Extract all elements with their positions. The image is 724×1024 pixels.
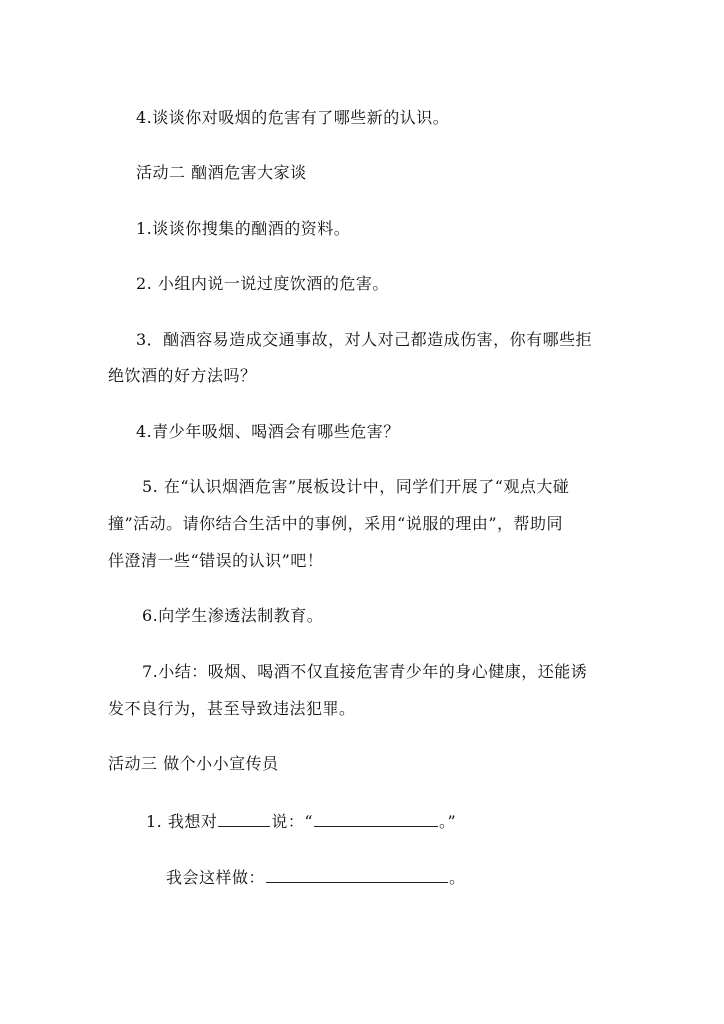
recipient-blank[interactable] [218,810,270,827]
activity-2-item-5-line-3: 伴澄清一些“错误的认识”吧！ [108,551,324,570]
fill-in-line-2-prefix: 我会这样做： [166,868,266,887]
fill-in-line-1-suffix: 。” [439,812,457,831]
activity-2-item-3-line-1: 3．酗酒容易造成交通事故，对人对己都造成伤害，你有哪些拒 [136,330,593,349]
activity-2-item-5-line-2: 撞”活动。请你结合生活中的事例，采用“说服的理由”，帮助同 [108,514,564,533]
fill-in-line-1-middle: 说：“ [271,812,314,831]
activity-2-heading: 活动二 酗酒危害大家谈 [136,163,307,182]
activity-2-item-2: 2. 小组内说一说过度饮酒的危害。 [136,274,389,293]
action-blank[interactable] [266,866,448,883]
activity-2-item-3-line-2: 绝饮酒的好方法吗？ [108,366,257,385]
activity-2-summary-line-2: 发不良行为，甚至导致违法犯罪。 [108,699,356,718]
fill-in-line-2-suffix: 。 [449,868,466,887]
message-blank[interactable] [314,810,438,827]
activity-2-item-4: 4.青少年吸烟、喝酒会有哪些危害？ [136,422,400,441]
activity-2-item-5-line-1: 5. 在“认识烟酒危害”展板设计中，同学们开展了“观点大碰 [142,477,570,496]
fill-in-line-2 [166,866,466,888]
fill-in-line-1-prefix: 1. 我想对 [146,812,218,831]
activity-2-item-6: 6.向学生渗透法制教育。 [142,606,324,625]
question-4-smoking: 4.谈谈你对吸烟的危害有了哪些新的认识。 [136,108,450,127]
activity-2-summary-line-1: 7.小结：吸烟、喝酒不仅直接危害青少年的身心健康，还能诱 [142,662,588,681]
activity-2-item-1: 1.谈谈你搜集的酗酒的资料。 [136,219,351,238]
fill-in-line-1 [146,810,456,832]
activity-3-heading: 活动三 做个小小宣传员 [108,754,279,773]
